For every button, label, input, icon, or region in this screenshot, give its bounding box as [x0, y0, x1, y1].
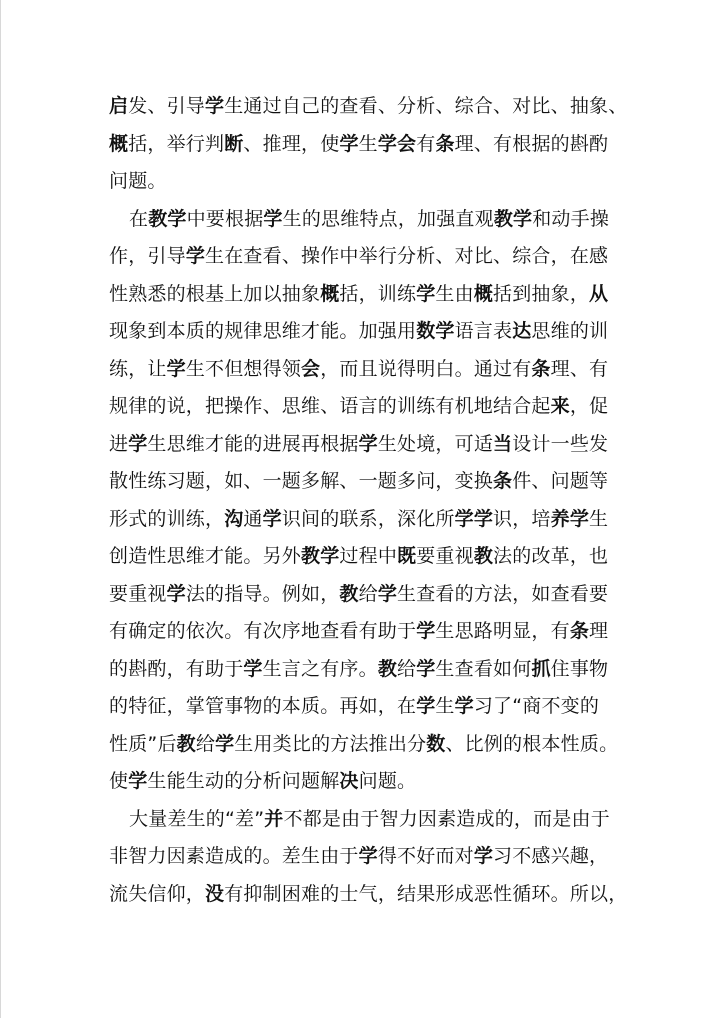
text-run: 括，训练	[339, 282, 417, 305]
bold-text-run: 来	[550, 395, 570, 417]
text-run: 和动手操	[532, 207, 610, 230]
text-run: 使	[109, 770, 129, 792]
text-run: 大量差生的“差”	[129, 807, 265, 830]
text-run: 住事物	[550, 657, 609, 680]
text-run: 习不感兴趣，	[493, 845, 609, 867]
bold-text-run: 学	[339, 132, 359, 155]
text-line	[109, 501, 617, 539]
bold-text-run: 学	[215, 732, 235, 755]
text-run: 中要根据	[186, 207, 264, 230]
text-run: 、比例的根本性质。	[445, 732, 619, 755]
bold-text-run: 学	[358, 432, 378, 455]
text-run: 生处境，可适	[377, 432, 494, 455]
text-run: 生	[358, 132, 378, 155]
bold-text-run: 学	[185, 245, 206, 267]
bold-text-run: 教学	[301, 545, 340, 567]
text-run: 生	[589, 507, 609, 530]
text-run: 生通过自己的查看、分析、综合、对比、抽象、	[224, 95, 628, 117]
bold-text-run: 并	[264, 807, 284, 830]
text-run: 生不但想得领	[185, 357, 302, 380]
bold-text-run: 条	[493, 470, 513, 492]
text-run: 思维的训	[531, 320, 609, 342]
text-line	[109, 88, 628, 126]
text-line	[109, 876, 628, 914]
text-run: 识，培	[493, 507, 551, 530]
text-run: 理	[589, 620, 609, 642]
text-run: 生	[435, 695, 455, 717]
text-run: 生查看如何	[435, 657, 532, 680]
bold-text-run: 学	[128, 432, 148, 455]
text-line	[109, 576, 617, 614]
bold-text-run: 学	[166, 582, 186, 605]
text-run: 创造性思维才能。另外	[109, 545, 302, 567]
bold-text-run: 没	[205, 882, 225, 905]
bold-text-run: 学会	[377, 132, 417, 155]
text-line	[109, 613, 617, 651]
text-line	[109, 651, 617, 689]
text-run: 生思路明显，有	[435, 620, 570, 642]
text-run: 作，引导	[109, 245, 186, 267]
bold-text-run: 既	[397, 545, 417, 567]
bold-text-run: 概	[320, 282, 340, 305]
paragraph	[109, 801, 628, 914]
bold-text-run: 学	[454, 695, 474, 717]
bold-text-run: 会	[301, 357, 321, 380]
bold-text-run: 学学	[454, 507, 494, 530]
text-run: ，而且说得明白。通过有	[320, 357, 532, 380]
bold-text-run: 抓	[531, 657, 551, 680]
text-run: 给	[195, 732, 216, 755]
text-line	[109, 763, 617, 801]
text-run: 生能生动的分析问题解	[147, 770, 340, 792]
text-run: 生的思维特点，加强直观	[282, 207, 494, 230]
text-run: 练，让	[109, 357, 167, 380]
bold-text-run: 断	[224, 132, 244, 155]
text-run: 语言表	[454, 320, 513, 342]
text-run: 法的改革，也	[493, 545, 609, 567]
paragraph	[109, 201, 617, 801]
text-run: 发、引导	[128, 95, 206, 117]
text-run: 生思维才能的进展再根据	[147, 432, 359, 455]
text-run: 法的指导。例如，	[185, 582, 340, 605]
text-line	[109, 726, 617, 764]
text-run: 要重视	[416, 545, 474, 567]
text-run: 给	[358, 582, 378, 605]
bold-text-run: 条	[569, 620, 590, 642]
bold-text-run: 学	[128, 770, 148, 792]
bold-text-run: 启	[109, 95, 129, 117]
text-line	[109, 388, 617, 426]
bold-text-run: 学	[377, 582, 398, 605]
bold-text-run: 学	[416, 657, 436, 680]
bold-text-run: 条	[531, 357, 551, 380]
text-run: 给	[397, 657, 417, 680]
text-line	[109, 163, 617, 201]
text-line	[109, 238, 617, 276]
text-run: 问题。	[109, 170, 167, 192]
text-run: 有	[416, 132, 436, 155]
bold-text-run: 学	[205, 95, 225, 117]
text-line	[109, 538, 617, 576]
text-line	[109, 688, 617, 726]
text-line	[109, 276, 617, 314]
text-run: ，促	[569, 395, 609, 417]
text-run: 性质”后	[109, 732, 177, 755]
bold-text-run: 学	[416, 620, 436, 642]
bold-text-run: 条	[435, 132, 455, 155]
bold-text-run: 从	[589, 282, 609, 305]
text-run: 非智力因素造成的。差生由于	[109, 845, 359, 867]
bold-text-run: 决	[339, 770, 359, 792]
bold-text-run: 概	[473, 282, 494, 305]
text-run: 规律的说，把操作、思维、语言的训练有机地结合起	[109, 395, 551, 417]
text-run: 有抑制困难的士气，结果形成恶性循环。所以，	[224, 882, 628, 905]
paragraph	[109, 88, 628, 201]
bold-text-run: 学	[166, 357, 186, 380]
text-line	[109, 201, 617, 239]
text-run: 在	[129, 207, 149, 230]
text-run: 括到抽象，	[493, 282, 590, 305]
text-run: 、推理，使	[243, 132, 340, 155]
bold-text-run: 学	[243, 657, 263, 680]
text-run: 理、有	[550, 357, 609, 380]
bold-text-run: 学	[473, 845, 494, 867]
text-line	[109, 351, 617, 389]
text-run: 件、问题等	[512, 470, 609, 492]
text-run: 要重视	[109, 582, 167, 605]
text-run: 得不好而对	[377, 845, 474, 867]
bold-text-run: 达	[512, 320, 532, 342]
document-body	[109, 88, 628, 913]
bold-text-run: 数学	[416, 320, 455, 342]
text-run: 散性练习题，如、一题多解、一题多问，变换	[109, 470, 494, 492]
bold-text-run: 当	[493, 432, 513, 455]
text-line	[109, 463, 617, 501]
text-line	[109, 838, 617, 876]
bold-text-run: 教	[473, 545, 494, 567]
bold-text-run: 数	[426, 732, 446, 755]
bold-text-run: 养学	[550, 507, 590, 530]
text-run: 设计一些发	[512, 432, 609, 455]
text-run: 的特征，掌管事物的本质。再如，在	[109, 695, 417, 717]
bold-text-run: 沟	[224, 507, 244, 530]
text-run: 理、有根据的斟酌	[454, 132, 609, 155]
bold-text-run: 概	[109, 132, 129, 155]
bold-text-run: 学	[263, 207, 283, 230]
text-run: 性熟悉的根基上加以抽象	[109, 282, 321, 305]
text-run: 现象到本质的规律思维才能。加强用	[109, 320, 417, 342]
text-run: 通	[243, 507, 263, 530]
bold-text-run: 学	[262, 507, 282, 530]
text-run: 识间的联系，深化所	[281, 507, 455, 530]
bold-text-run: 学	[416, 282, 436, 305]
text-run: 的斟酌，有助于	[109, 657, 244, 680]
text-run: 生言之有序。	[262, 657, 378, 680]
text-line	[109, 801, 617, 839]
bold-text-run: 教	[377, 657, 398, 680]
text-line	[109, 426, 617, 464]
text-line	[109, 126, 617, 164]
text-run: 形式的训练，	[109, 507, 225, 530]
text-run: 习了“商不变的	[473, 695, 600, 717]
text-run: 生查看的方法，如查看要	[397, 582, 609, 605]
text-run: 问题。	[358, 770, 417, 792]
text-run: 生用类比的方法推出分	[234, 732, 427, 755]
text-run: 过程中	[339, 545, 398, 567]
bold-text-run: 学	[416, 695, 436, 717]
text-run: 进	[109, 432, 129, 455]
bold-text-run: 教	[339, 582, 359, 605]
text-run: 有确定的依次。有次序地查看有助于	[109, 620, 417, 642]
bold-text-run: 学	[358, 845, 378, 867]
text-run: 括，举行判	[128, 132, 225, 155]
text-run: 不都是由于智力因素造成的，而是由于	[283, 807, 610, 830]
bold-text-run: 教学	[493, 207, 533, 230]
text-run: 生在查看、操作中举行分析、对比、综合，在感	[205, 245, 609, 267]
bold-text-run: 教学	[148, 207, 187, 230]
text-line	[109, 313, 617, 351]
text-run: 流失信仰，	[109, 882, 206, 905]
text-run: 生由	[435, 282, 474, 305]
bold-text-run: 教	[176, 732, 196, 755]
